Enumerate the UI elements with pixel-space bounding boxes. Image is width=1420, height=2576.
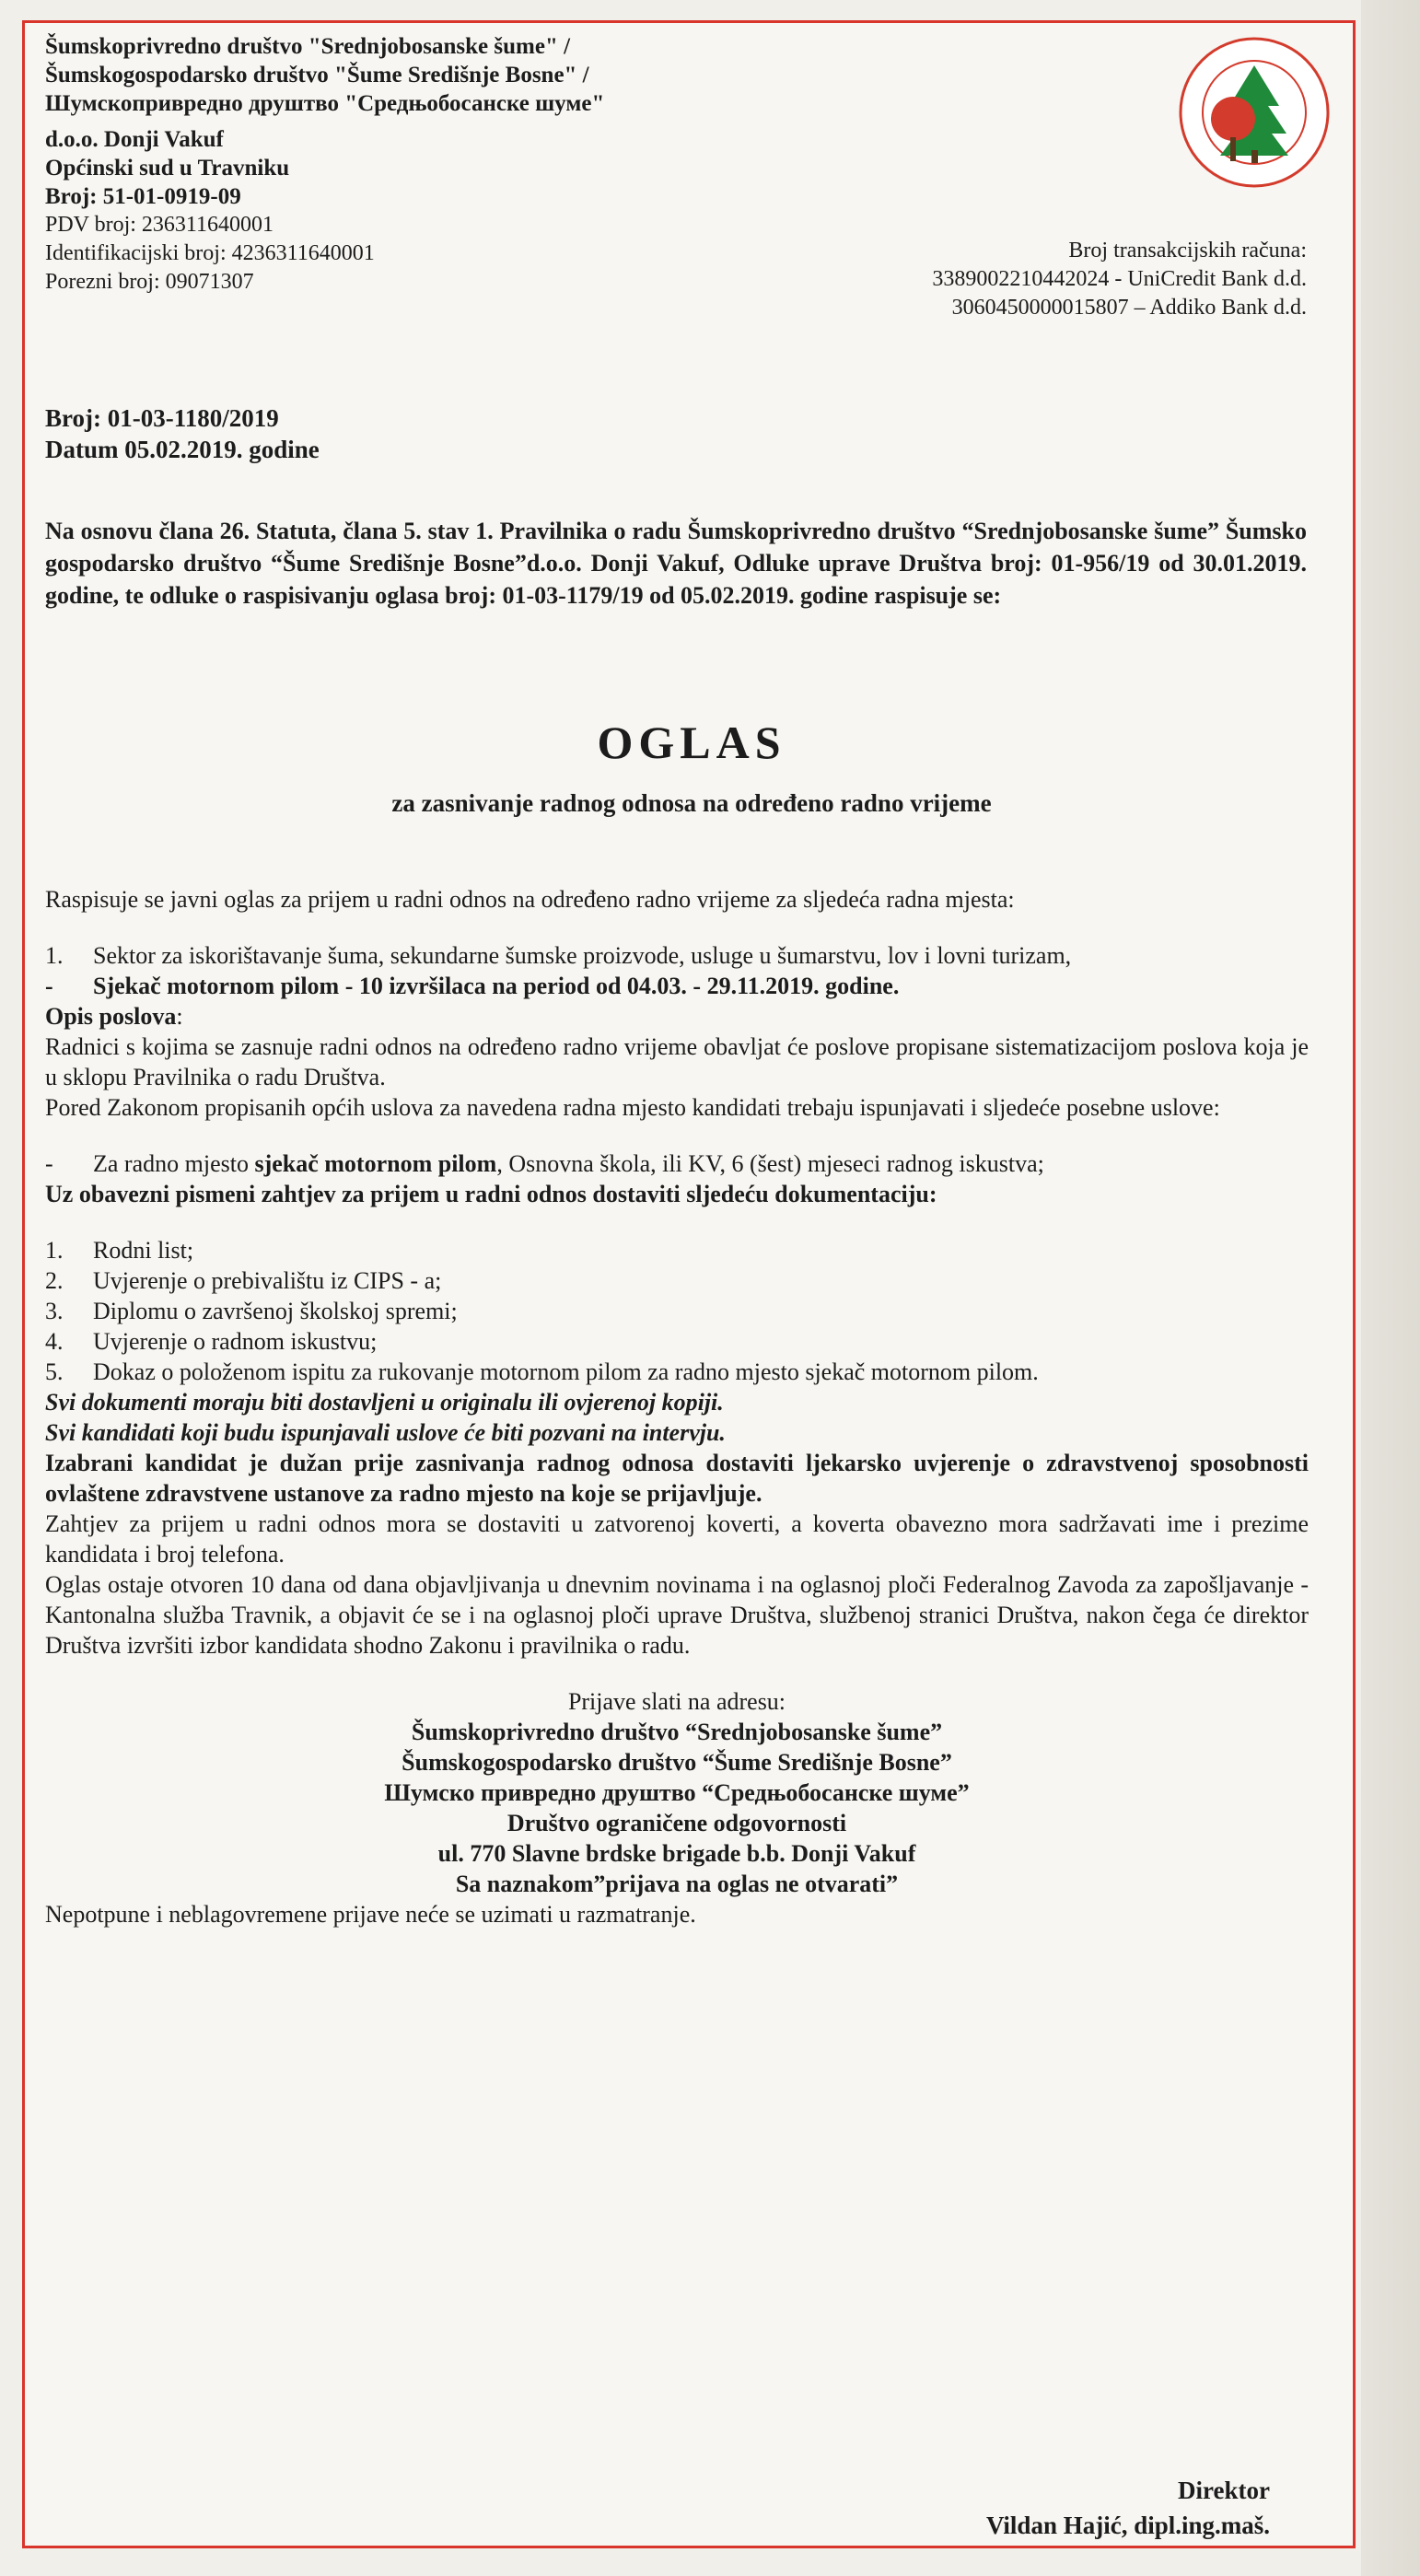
list-item-text xyxy=(93,1148,1309,1179)
list-item-text: Rodni list; xyxy=(93,1237,194,1264)
list-item-text: Sjekač motornom pilom - 10 izvršilaca na period od 04.03. - 29.11.2019. godine. xyxy=(93,973,900,999)
list-item-text: Sektor za iskorištavanje šuma, sekundarne šumske proizvode, usluge u šumarstvu, lov i lovni turizam, xyxy=(93,942,1072,969)
condition-post: , Osnovna škola, ili KV, 6 (šest) mjeseci radnog iskustva; xyxy=(496,1150,1044,1177)
condition-pre: Za radno mjesto xyxy=(93,1150,255,1177)
signature-role: Direktor xyxy=(1178,2477,1270,2504)
interview-note: Svi kandidati koji budu ispunjavali uslove će biti pozvani na intervju. xyxy=(45,1419,726,1446)
address-line-5: ul. 770 Slavne brdske brigade b.b. Donji Vakuf xyxy=(437,1840,916,1867)
legal-preamble: Na osnovu člana 26. Statuta, člana 5. stav 1. Pravilnika o radu Šumskoprivredno društvo “Srednjobosanske šume” Šumsko gospodarsko društvo “Šume Središnje Bosne”d.o.o. Donji Vakuf, Odluke uprave Društva broj: 01-956/19 od 30.01.2019. godine, te odluke o raspisivanju oglasa broj: 01-03-1179/19 od 05.02.2019. godine raspisuje se: xyxy=(45,518,1307,609)
company-name-line-1: Šumskoprivredno društvo "Srednjobosanske šume" / xyxy=(45,34,571,59)
list-marker: 4. xyxy=(45,1328,64,1355)
list-item xyxy=(45,940,1309,971)
documents-originals-note: Svi dokumenti moraju biti dostavljeni u originalu ili ovjerenoj kopiji. xyxy=(45,1389,724,1416)
list-item-text: Uvjerenje o prebivalištu iz CIPS - a; xyxy=(93,1267,442,1294)
documents-list xyxy=(45,1235,1309,1387)
job-advertisement-page xyxy=(22,20,1356,2548)
document-subtitle: za zasnivanje radnog odnosa na određeno radno vrijeme xyxy=(391,789,992,817)
company-logo-icon xyxy=(1176,34,1333,191)
document-date: Datum 05.02.2019. godine xyxy=(45,436,320,463)
intro-paragraph: Raspisuje se javni oglas za prijem u radni odnos na određeno radno vrijeme za sljedeća radna mjesta: xyxy=(45,886,1015,913)
envelope-paragraph: Zahtjev za prijem u radni odnos mora se dostaviti u zatvorenoj koverti, a koverta obavezno mora sadržavati ime i prezime kandidata i broj telefona. xyxy=(45,1510,1309,1568)
adjacent-page-strip xyxy=(1361,0,1420,2576)
list-marker: 1. xyxy=(45,942,64,969)
job-description-paragraph-2: Pored Zakonom propisanih općih uslova za navedena radna mjesto kandidati trebaju ispunjavati i sljedeće posebne uslove: xyxy=(45,1094,1220,1121)
condition-position: sjekač motornom pilom xyxy=(254,1150,497,1177)
document-reference xyxy=(45,402,320,465)
list-marker: 3. xyxy=(45,1298,64,1324)
list-item-text: Dokaz o položenom ispitu za rukovanje motornom pilom za radno mjesto sjekač motornom pilom. xyxy=(93,1358,1039,1385)
company-legal-form: d.o.o. Donji Vakuf xyxy=(45,127,224,152)
job-description-paragraph-1: Radnici s kojima se zasnuje radni odnos na određeno radno vrijeme obavljat će poslove propisane sistematizacijom poslova koja je u sklopu Pravilnika o radu Društva. xyxy=(45,1033,1309,1090)
medical-certificate-paragraph: Izabrani kandidat je dužan prije zasnivanja radnog odnosa dostaviti ljekarsko uvjerenje o zdravstvenoj sposobnosti ovlaštene zdravstvene ustanove za radno mjesto na koje se prijavljuje. xyxy=(45,1450,1309,1507)
bank-accounts-title: Broj transakcijskih računa: xyxy=(1068,239,1307,262)
document-body xyxy=(45,884,1309,1929)
company-name-line-2: Šumskogospodarsko društvo "Šume Središnje Bosne" / xyxy=(45,63,589,87)
address-line-1 xyxy=(45,1686,1309,1747)
documents-heading: Uz obavezni pismeni zahtjev za prijem u radni odnos dostaviti sljedeću dokumentaciju: xyxy=(45,1181,937,1207)
vat-number: PDV broj: 236311640001 xyxy=(45,213,274,237)
open-period-paragraph: Oglas ostaje otvoren 10 dana od dana objavljivanja u dnevnim novinama i na oglasnoj ploči Federalnog Zavoda za zapošljavanje - Kantonalna služba Travnik, a objavit će se i na oglasnoj ploči uprave Društva, službenoj stranici Društva, nakon čega će direktor Društva izvršiti izbor kandidata shodno Zakonu i pravilnika o radu. xyxy=(45,1571,1309,1659)
list-item xyxy=(45,1235,1309,1265)
address-line-6: Sa naznakom”prijava na oglas ne otvarati” xyxy=(455,1871,899,1897)
heading-colon: : xyxy=(176,1003,183,1030)
list-item-text: Uvjerenje o radnom iskustvu; xyxy=(93,1328,378,1355)
application-address xyxy=(45,1686,1309,1899)
document-title: OGLAS xyxy=(597,717,786,768)
list-item xyxy=(45,971,1309,1001)
document-number: Broj: 01-03-1180/2019 xyxy=(45,404,279,432)
address-company-name: Šumskoprivredno društvo “Srednjobosanske šume” xyxy=(411,1719,943,1745)
company-name-line-3: Шумскопривредно друштво "Средњобосанске шуме" xyxy=(45,91,605,116)
heading-text: Opis poslova xyxy=(45,1003,177,1030)
company-header xyxy=(45,32,604,297)
list-item xyxy=(45,1357,1309,1387)
identification-number: Identifikacijski broj: 4236311640001 xyxy=(45,241,375,265)
signature-block xyxy=(986,2473,1270,2543)
job-description-heading xyxy=(45,1001,1309,1032)
bank-account-unicredit: 3389002210442024 - UniCredit Bank d.d. xyxy=(932,267,1307,291)
incomplete-applications-note: Nepotpune i neblagovremene prijave neće se uzimati u razmatranje. xyxy=(45,1901,696,1928)
positions-list xyxy=(45,940,1309,1001)
court-registration-number: Broj: 51-01-0919-09 xyxy=(45,184,241,209)
bank-account-addiko: 3060450000015807 – Addiko Bank d.d. xyxy=(951,296,1307,320)
list-marker: - xyxy=(45,973,53,999)
court-name: Općinski sud u Travniku xyxy=(45,156,290,181)
list-marker: 1. xyxy=(45,1237,64,1264)
list-marker: 5. xyxy=(45,1358,64,1385)
list-item xyxy=(45,1296,1309,1326)
tax-number: Porezni broj: 09071307 xyxy=(45,270,254,294)
special-condition xyxy=(45,1148,1309,1179)
list-item xyxy=(45,1265,1309,1296)
list-item xyxy=(45,1326,1309,1357)
bank-accounts xyxy=(932,237,1307,322)
address-line-3: Шумско привредно друштво “Средњобосанске шуме” xyxy=(384,1779,970,1806)
list-marker: 2. xyxy=(45,1267,64,1294)
signature-name: Vildan Hajić, dipl.ing.maš. xyxy=(985,2512,1270,2539)
list-item-text: Diplomu o završenoj školskoj spremi; xyxy=(93,1298,458,1324)
address-line-4: Društvo ograničene odgovornosti xyxy=(506,1810,847,1836)
list-marker: - xyxy=(45,1150,53,1177)
address-line-2: Šumskogospodarsko društvo “Šume Središnje Bosne” xyxy=(402,1749,952,1776)
address-lead: Prijave slati na adresu: xyxy=(567,1688,786,1715)
